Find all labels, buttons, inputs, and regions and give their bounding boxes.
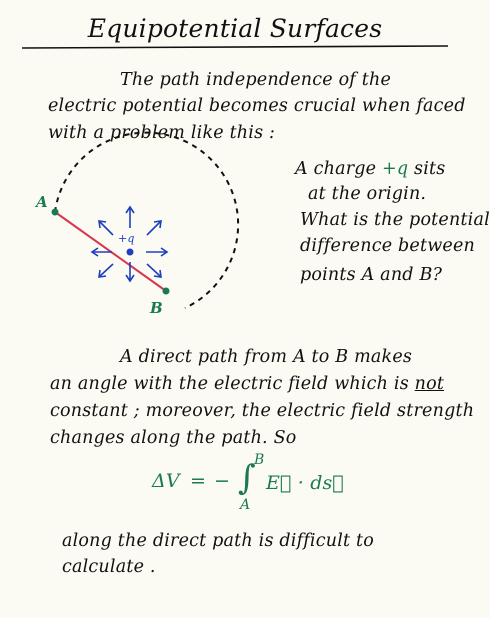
explanation-line-3: constant ; moreover, the electric field strength bbox=[50, 401, 475, 421]
charge-symbol: +q bbox=[382, 159, 409, 179]
question-line-1-post: sits bbox=[408, 159, 446, 179]
explanation-line-2-pre: an angle with the electric field which is bbox=[50, 374, 415, 394]
point-a-label: A bbox=[36, 193, 48, 211]
question-line-3: What is the potential bbox=[300, 210, 490, 230]
formula-lower-limit: A bbox=[240, 497, 251, 513]
conclusion-line-1: along the direct path is difficult to bbox=[62, 531, 374, 551]
conclusion-line-2: calculate . bbox=[62, 557, 156, 577]
point-b-dot bbox=[163, 288, 170, 295]
intro-line-3: with a problem like this : bbox=[48, 123, 276, 143]
formula-integrand: E⃗ · ds⃗ bbox=[266, 472, 344, 494]
charge-dot bbox=[127, 249, 134, 256]
question-line-1-pre: A charge bbox=[295, 159, 382, 179]
point-a-dot bbox=[52, 209, 59, 216]
emphasis-not: not bbox=[414, 374, 445, 394]
explanation-line-1: A direct path from A to B makes bbox=[120, 347, 413, 367]
intro-line-1: The path independence of the bbox=[120, 70, 392, 90]
intro-line-2: electric potential becomes crucial when faced bbox=[48, 96, 466, 116]
formula-minus: − bbox=[214, 470, 231, 492]
point-b-label: B bbox=[150, 299, 163, 317]
formula-upper-limit: B bbox=[254, 452, 265, 468]
page-title: Equipotential Surfaces bbox=[87, 14, 383, 43]
explanation-line-2 bbox=[50, 374, 444, 394]
formula-equals: = bbox=[190, 470, 207, 492]
equipotential-arc bbox=[55, 133, 238, 308]
question-line-4: difference between bbox=[300, 236, 475, 256]
formula-integral: ∫ bbox=[238, 458, 256, 498]
explanation-line-4: changes along the path. So bbox=[50, 428, 297, 448]
question-line-2: at the origin. bbox=[308, 184, 427, 204]
charge-label: +q bbox=[118, 232, 135, 245]
formula-lhs: ΔV bbox=[152, 470, 180, 492]
question-line-5: points A and B? bbox=[300, 265, 443, 285]
